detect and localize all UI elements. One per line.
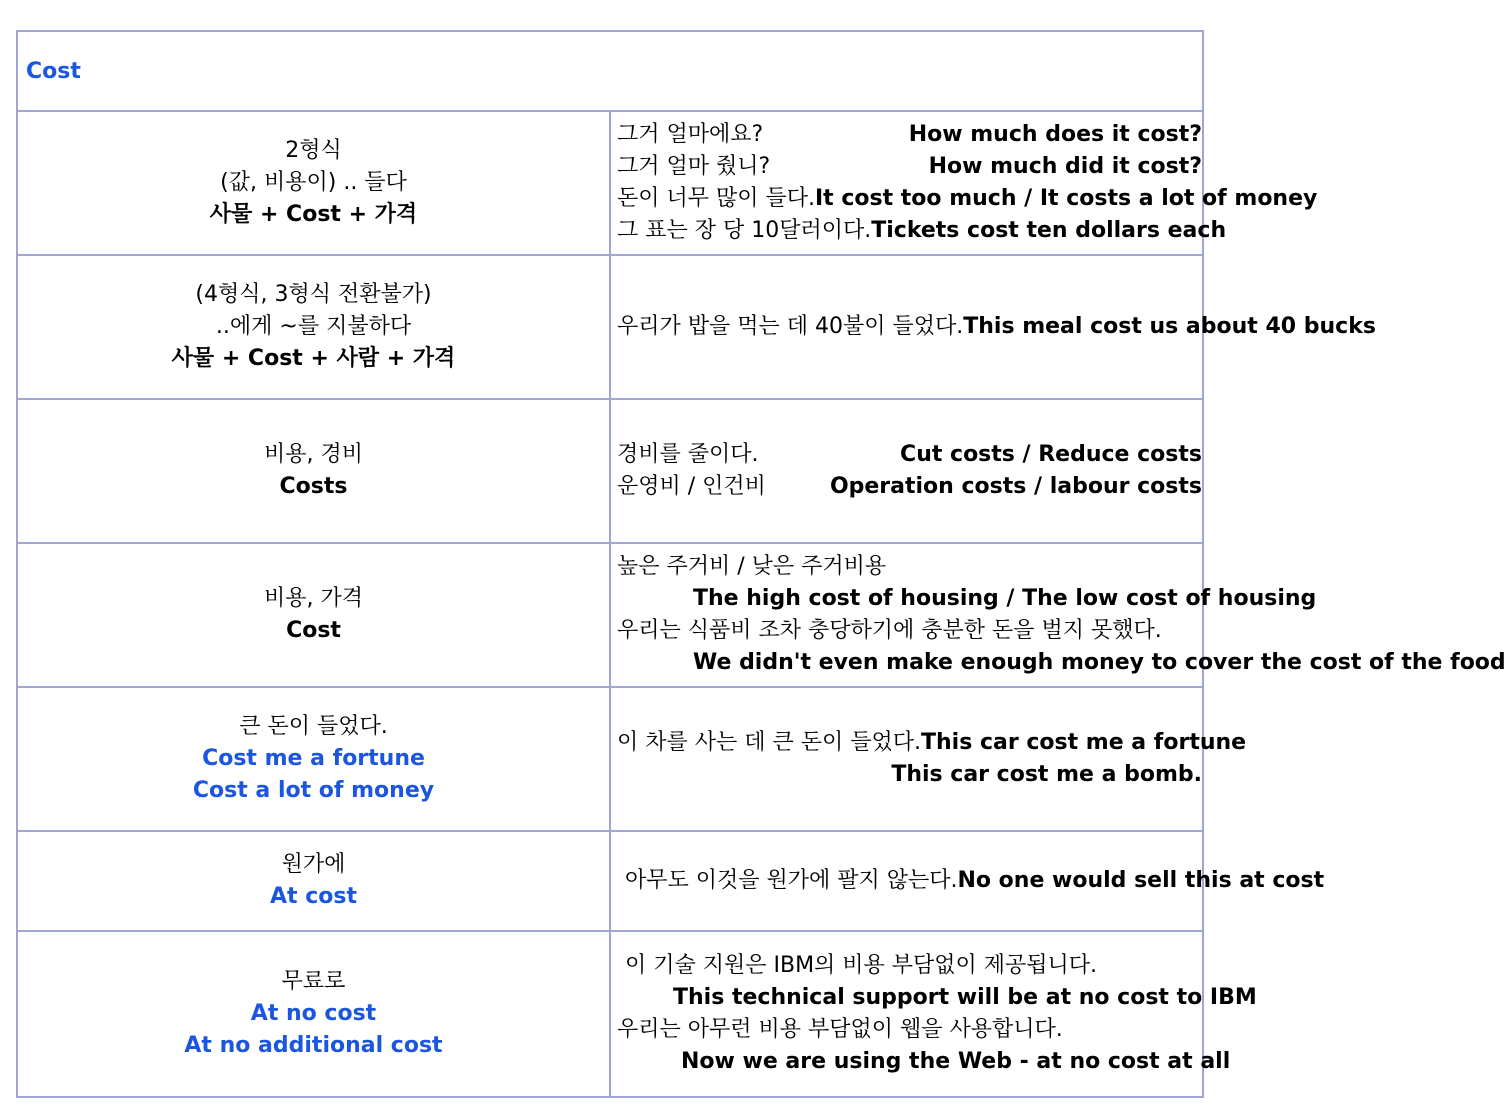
meaning-label: 큰 돈이 들었다. — [239, 714, 388, 739]
meaning-label: 비용, 가격 — [264, 586, 363, 611]
korean-sentence: 우리는 아무런 비용 부담없이 웹을 사용합니다. — [617, 1017, 1063, 1042]
pattern-label: (4형식, 3형식 전환불가) — [195, 282, 432, 307]
usage-cell — [17, 111, 610, 255]
example-cell — [610, 831, 1325, 931]
pattern-label: 2형식 — [285, 138, 342, 163]
table-row — [17, 543, 1203, 687]
usage-cell — [17, 831, 610, 931]
structure-label: 사물 + Cost + 가격 — [209, 202, 418, 227]
idiom-label: At cost — [270, 884, 357, 909]
english-sentence: How much does it cost? — [908, 122, 1202, 147]
korean-sentence: 높은 주거비 / 낮은 주거비용 — [617, 554, 887, 579]
usage-cell — [17, 931, 610, 1097]
idiom-label: Cost me a fortune — [202, 746, 425, 771]
meaning-label: (값, 비용이) .. 들다 — [220, 170, 407, 195]
cost-usage-table — [16, 30, 1506, 1098]
table-row — [17, 111, 1203, 255]
idiom-label: At no cost — [250, 1001, 377, 1026]
english-sentence: This meal cost us about 40 bucks — [963, 314, 1376, 339]
english-sentence: The high cost of housing / The low cost of housing — [693, 586, 1317, 611]
korean-sentence: 우리가 밥을 먹는 데 40불이 들었다. — [617, 314, 964, 339]
english-sentence: No one would sell this at cost — [957, 868, 1325, 893]
table-row — [17, 687, 1203, 831]
idiom-label: Cost a lot of money — [192, 778, 435, 803]
table-row — [17, 831, 1203, 931]
example-cell — [610, 111, 1318, 255]
korean-sentence: 그거 얼마에요? — [617, 122, 764, 147]
table-row — [17, 399, 1203, 543]
english-sentence: Operation costs / labour costs — [829, 474, 1202, 499]
table-row — [17, 931, 1203, 1097]
english-sentence: We didn't even make enough money to cover the cost of the food — [693, 650, 1506, 675]
korean-sentence: 그거 얼마 줬니? — [617, 154, 771, 179]
korean-sentence: 돈이 너무 많이 들다. — [617, 186, 815, 211]
english-sentence: How much did it cost? — [928, 154, 1202, 179]
korean-sentence: 그 표는 장 당 10달러이다. — [617, 218, 872, 243]
english-sentence: Cut costs / Reduce costs — [900, 442, 1202, 467]
english-sentence: Now we are using the Web - at no cost at all — [681, 1049, 1231, 1074]
title-cell — [17, 31, 1203, 111]
korean-sentence: 운영비 / 인건비 — [617, 474, 766, 499]
korean-sentence: 경비를 줄이다. — [617, 442, 759, 467]
idiom-label: At no additional cost — [184, 1033, 443, 1058]
meaning-label: 원가에 — [281, 852, 346, 877]
english-sentence: This car cost me a bomb. — [891, 762, 1202, 787]
meaning-label: 무료로 — [281, 969, 346, 994]
example-cell — [610, 931, 1257, 1097]
example-cell — [610, 399, 1203, 543]
usage-cell — [17, 399, 610, 543]
usage-cell — [17, 687, 610, 831]
example-cell — [610, 687, 1247, 831]
english-sentence: Tickets cost ten dollars each — [871, 218, 1227, 243]
keyword-label: Cost — [286, 618, 341, 643]
structure-label: 사물 + Cost + 사람 + 가격 — [171, 346, 456, 371]
korean-sentence: 이 기술 지원은 IBM의 비용 부담없이 제공됩니다. — [625, 953, 1098, 978]
example-cell — [610, 255, 1376, 399]
table-row — [17, 255, 1203, 399]
example-cell — [610, 543, 1506, 687]
english-sentence: This car cost me a fortune — [920, 730, 1247, 755]
korean-sentence: 이 차를 사는 데 큰 돈이 들었다. — [617, 730, 921, 755]
english-sentence: This technical support will be at no cost to IBM — [673, 985, 1257, 1010]
usage-cell — [17, 543, 610, 687]
korean-sentence: 우리는 식품비 조차 충당하기에 충분한 돈을 벌지 못했다. — [617, 618, 1162, 643]
keyword-label: Costs — [279, 474, 348, 499]
meaning-label: ..에게 ~를 지불하다 — [215, 314, 412, 339]
english-sentence: It cost too much / It costs a lot of money — [815, 186, 1318, 211]
table-title: Cost — [26, 58, 81, 84]
usage-cell — [17, 255, 610, 399]
meaning-label: 비용, 경비 — [264, 442, 363, 467]
korean-sentence: 아무도 이것을 원가에 팔지 않는다. — [625, 868, 958, 893]
